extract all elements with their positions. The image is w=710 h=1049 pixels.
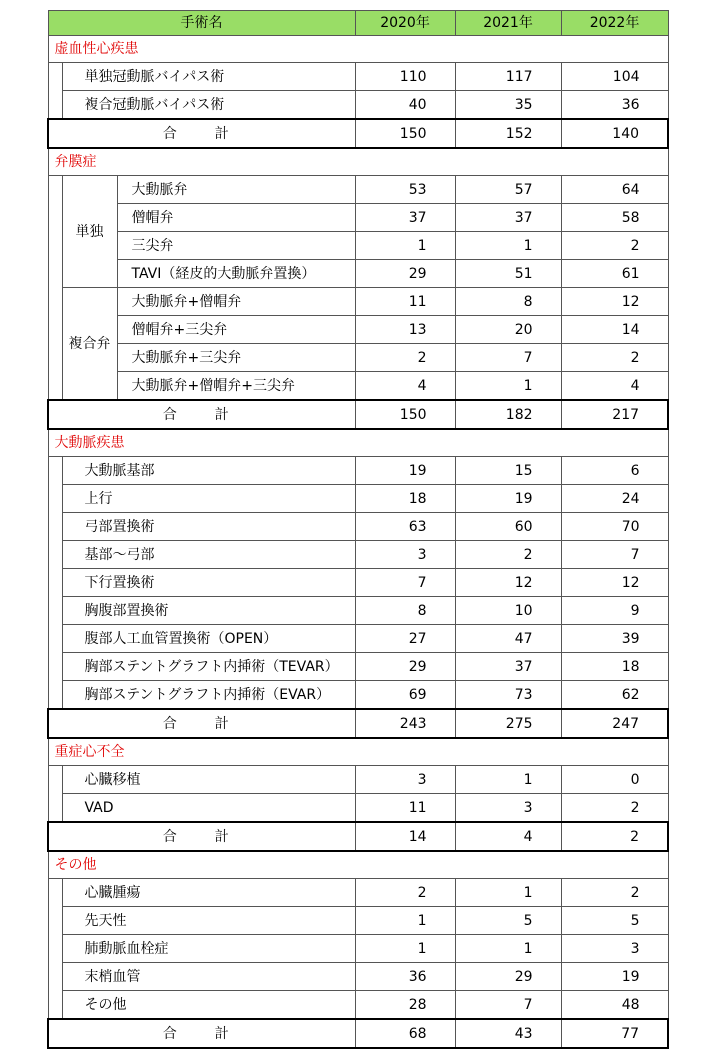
total-label: 合 計: [48, 822, 355, 851]
row-label: 大動脈弁: [117, 176, 355, 204]
value-cell: 243: [355, 709, 455, 738]
indent-cell: [48, 513, 62, 541]
indent-cell: [48, 794, 62, 823]
value-cell: 7: [355, 569, 455, 597]
row-label: 僧帽弁+三尖弁: [117, 316, 355, 344]
header-year-2022: 2022年: [561, 11, 668, 36]
table-body: [48, 11, 668, 1049]
indent-cell: [48, 963, 62, 991]
row-label: 下行置換術: [62, 569, 355, 597]
value-cell: 5: [561, 907, 668, 935]
value-cell: 2: [561, 879, 668, 907]
row-label: 胸部ステントグラフト内挿術（TEVAR）: [62, 653, 355, 681]
value-cell: 12: [561, 288, 668, 316]
category-title: 重症心不全: [48, 738, 668, 766]
value-cell: 152: [455, 119, 561, 148]
total-row: [48, 1019, 668, 1048]
value-cell: 29: [455, 963, 561, 991]
row-label: 三尖弁: [117, 232, 355, 260]
value-cell: 18: [561, 653, 668, 681]
table-row: [48, 569, 668, 597]
value-cell: 4: [561, 372, 668, 401]
table-row: [48, 91, 668, 120]
category-title: 弁膜症: [48, 148, 668, 176]
row-label: 末梢血管: [62, 963, 355, 991]
value-cell: 39: [561, 625, 668, 653]
category-title: 虚血性心疾患: [48, 36, 668, 63]
value-cell: 8: [355, 597, 455, 625]
table-row: [48, 991, 668, 1020]
row-label: 単独冠動脈バイパス術: [62, 63, 355, 91]
row-label: 心臓腫瘍: [62, 879, 355, 907]
value-cell: 150: [355, 119, 455, 148]
indent-cell: [48, 907, 62, 935]
value-cell: 20: [455, 316, 561, 344]
value-cell: 3: [355, 541, 455, 569]
value-cell: 104: [561, 63, 668, 91]
row-label: その他: [62, 991, 355, 1020]
value-cell: 14: [355, 822, 455, 851]
table-row: [48, 372, 668, 401]
indent-cell: [48, 569, 62, 597]
value-cell: 5: [455, 907, 561, 935]
total-label: 合 計: [48, 119, 355, 148]
row-label: 先天性: [62, 907, 355, 935]
indent-cell: [48, 935, 62, 963]
value-cell: 2: [561, 344, 668, 372]
category-row: [48, 148, 668, 176]
total-label: 合 計: [48, 400, 355, 429]
value-cell: 43: [455, 1019, 561, 1048]
value-cell: 182: [455, 400, 561, 429]
value-cell: 1: [455, 879, 561, 907]
table-row: [48, 907, 668, 935]
value-cell: 0: [561, 766, 668, 794]
value-cell: 70: [561, 513, 668, 541]
table-row: [48, 232, 668, 260]
group-label: 複合弁: [62, 288, 117, 401]
indent-cell: [48, 625, 62, 653]
row-label: VAD: [62, 794, 355, 823]
value-cell: 6: [561, 457, 668, 485]
value-cell: 53: [355, 176, 455, 204]
value-cell: 1: [355, 232, 455, 260]
value-cell: 2: [561, 232, 668, 260]
value-cell: 12: [561, 569, 668, 597]
table-row: [48, 457, 668, 485]
value-cell: 18: [355, 485, 455, 513]
indent-cell: [48, 597, 62, 625]
value-cell: 28: [355, 991, 455, 1020]
table-row: [48, 316, 668, 344]
value-cell: 27: [355, 625, 455, 653]
value-cell: 1: [455, 232, 561, 260]
value-cell: 37: [455, 204, 561, 232]
category-title: 大動脈疾患: [48, 429, 668, 457]
value-cell: 14: [561, 316, 668, 344]
value-cell: 63: [355, 513, 455, 541]
value-cell: 58: [561, 204, 668, 232]
row-label: 胸部ステントグラフト内挿術（EVAR）: [62, 681, 355, 710]
value-cell: 7: [561, 541, 668, 569]
row-label: 大動脈弁+三尖弁: [117, 344, 355, 372]
value-cell: 57: [455, 176, 561, 204]
value-cell: 2: [561, 794, 668, 823]
value-cell: 35: [455, 91, 561, 120]
row-label: 基部～弓部: [62, 541, 355, 569]
row-label: 肺動脈血栓症: [62, 935, 355, 963]
table-row: [48, 204, 668, 232]
indent-cell: [48, 91, 62, 120]
table-row: [48, 963, 668, 991]
indent-cell: [48, 766, 62, 794]
value-cell: 12: [455, 569, 561, 597]
category-row: [48, 738, 668, 766]
value-cell: 9: [561, 597, 668, 625]
indent-cell: [48, 653, 62, 681]
row-label: TAVI（経皮的大動脈弁置換）: [117, 260, 355, 288]
value-cell: 217: [561, 400, 668, 429]
value-cell: 7: [455, 991, 561, 1020]
row-label: 大動脈弁+僧帽弁+三尖弁: [117, 372, 355, 401]
value-cell: 47: [455, 625, 561, 653]
value-cell: 3: [561, 935, 668, 963]
table-row: [48, 485, 668, 513]
value-cell: 1: [455, 935, 561, 963]
indent-cell: [48, 176, 62, 288]
row-label: 胸腹部置換術: [62, 597, 355, 625]
category-title: その他: [48, 851, 668, 879]
value-cell: 1: [455, 766, 561, 794]
indent-cell: [48, 63, 62, 91]
indent-cell: [48, 879, 62, 907]
value-cell: 19: [561, 963, 668, 991]
value-cell: 1: [355, 907, 455, 935]
row-label: 腹部人工血管置換術（OPEN）: [62, 625, 355, 653]
value-cell: 1: [455, 372, 561, 401]
value-cell: 3: [455, 794, 561, 823]
value-cell: 29: [355, 653, 455, 681]
table-row: [48, 513, 668, 541]
value-cell: 117: [455, 63, 561, 91]
value-cell: 2: [355, 879, 455, 907]
total-label: 合 計: [48, 709, 355, 738]
table-row: [48, 597, 668, 625]
total-label: 合 計: [48, 1019, 355, 1048]
indent-cell: [48, 681, 62, 710]
table-row: [48, 653, 668, 681]
value-cell: 19: [355, 457, 455, 485]
value-cell: 64: [561, 176, 668, 204]
header-surgery-name: 手術名: [48, 11, 355, 36]
value-cell: 150: [355, 400, 455, 429]
indent-cell: [48, 541, 62, 569]
indent-cell: [48, 991, 62, 1020]
value-cell: 110: [355, 63, 455, 91]
value-cell: 4: [455, 822, 561, 851]
row-label: 上行: [62, 485, 355, 513]
row-label: 弓部置換術: [62, 513, 355, 541]
row-label: 心臓移植: [62, 766, 355, 794]
value-cell: 1: [355, 935, 455, 963]
category-row: [48, 36, 668, 63]
value-cell: 37: [455, 653, 561, 681]
value-cell: 68: [355, 1019, 455, 1048]
row-label: 大動脈基部: [62, 457, 355, 485]
value-cell: 247: [561, 709, 668, 738]
value-cell: 73: [455, 681, 561, 710]
table-row: [48, 879, 668, 907]
value-cell: 275: [455, 709, 561, 738]
row-label: 大動脈弁+僧帽弁: [117, 288, 355, 316]
total-row: [48, 822, 668, 851]
value-cell: 69: [355, 681, 455, 710]
header-row: [48, 11, 668, 36]
value-cell: 24: [561, 485, 668, 513]
value-cell: 7: [455, 344, 561, 372]
value-cell: 10: [455, 597, 561, 625]
value-cell: 36: [355, 963, 455, 991]
table-row: [48, 288, 668, 316]
value-cell: 40: [355, 91, 455, 120]
value-cell: 62: [561, 681, 668, 710]
table-row: [48, 541, 668, 569]
value-cell: 2: [355, 344, 455, 372]
table-row: [48, 344, 668, 372]
value-cell: 19: [455, 485, 561, 513]
table-row: [48, 625, 668, 653]
value-cell: 29: [355, 260, 455, 288]
row-label: 僧帽弁: [117, 204, 355, 232]
value-cell: 140: [561, 119, 668, 148]
table-row: [48, 935, 668, 963]
total-row: [48, 119, 668, 148]
value-cell: 11: [355, 794, 455, 823]
header-year-2021: 2021年: [455, 11, 561, 36]
table-row: [48, 681, 668, 710]
group-label: 単独: [62, 176, 117, 288]
table-row: [48, 63, 668, 91]
indent-cell: [48, 457, 62, 485]
row-label: 複合冠動脈バイパス術: [62, 91, 355, 120]
value-cell: 8: [455, 288, 561, 316]
value-cell: 77: [561, 1019, 668, 1048]
value-cell: 61: [561, 260, 668, 288]
value-cell: 2: [561, 822, 668, 851]
header-year-2020: 2020年: [355, 11, 455, 36]
total-row: [48, 400, 668, 429]
value-cell: 15: [455, 457, 561, 485]
indent-cell: [48, 485, 62, 513]
value-cell: 60: [455, 513, 561, 541]
category-row: [48, 429, 668, 457]
value-cell: 13: [355, 316, 455, 344]
value-cell: 4: [355, 372, 455, 401]
table-row: [48, 176, 668, 204]
value-cell: 2: [455, 541, 561, 569]
value-cell: 37: [355, 204, 455, 232]
total-row: [48, 709, 668, 738]
indent-cell: [48, 288, 62, 401]
category-row: [48, 851, 668, 879]
value-cell: 36: [561, 91, 668, 120]
value-cell: 3: [355, 766, 455, 794]
table-row: [48, 766, 668, 794]
value-cell: 11: [355, 288, 455, 316]
surgery-stats-table: [47, 10, 669, 1049]
table-row: [48, 794, 668, 823]
table-row: [48, 260, 668, 288]
value-cell: 48: [561, 991, 668, 1020]
value-cell: 51: [455, 260, 561, 288]
